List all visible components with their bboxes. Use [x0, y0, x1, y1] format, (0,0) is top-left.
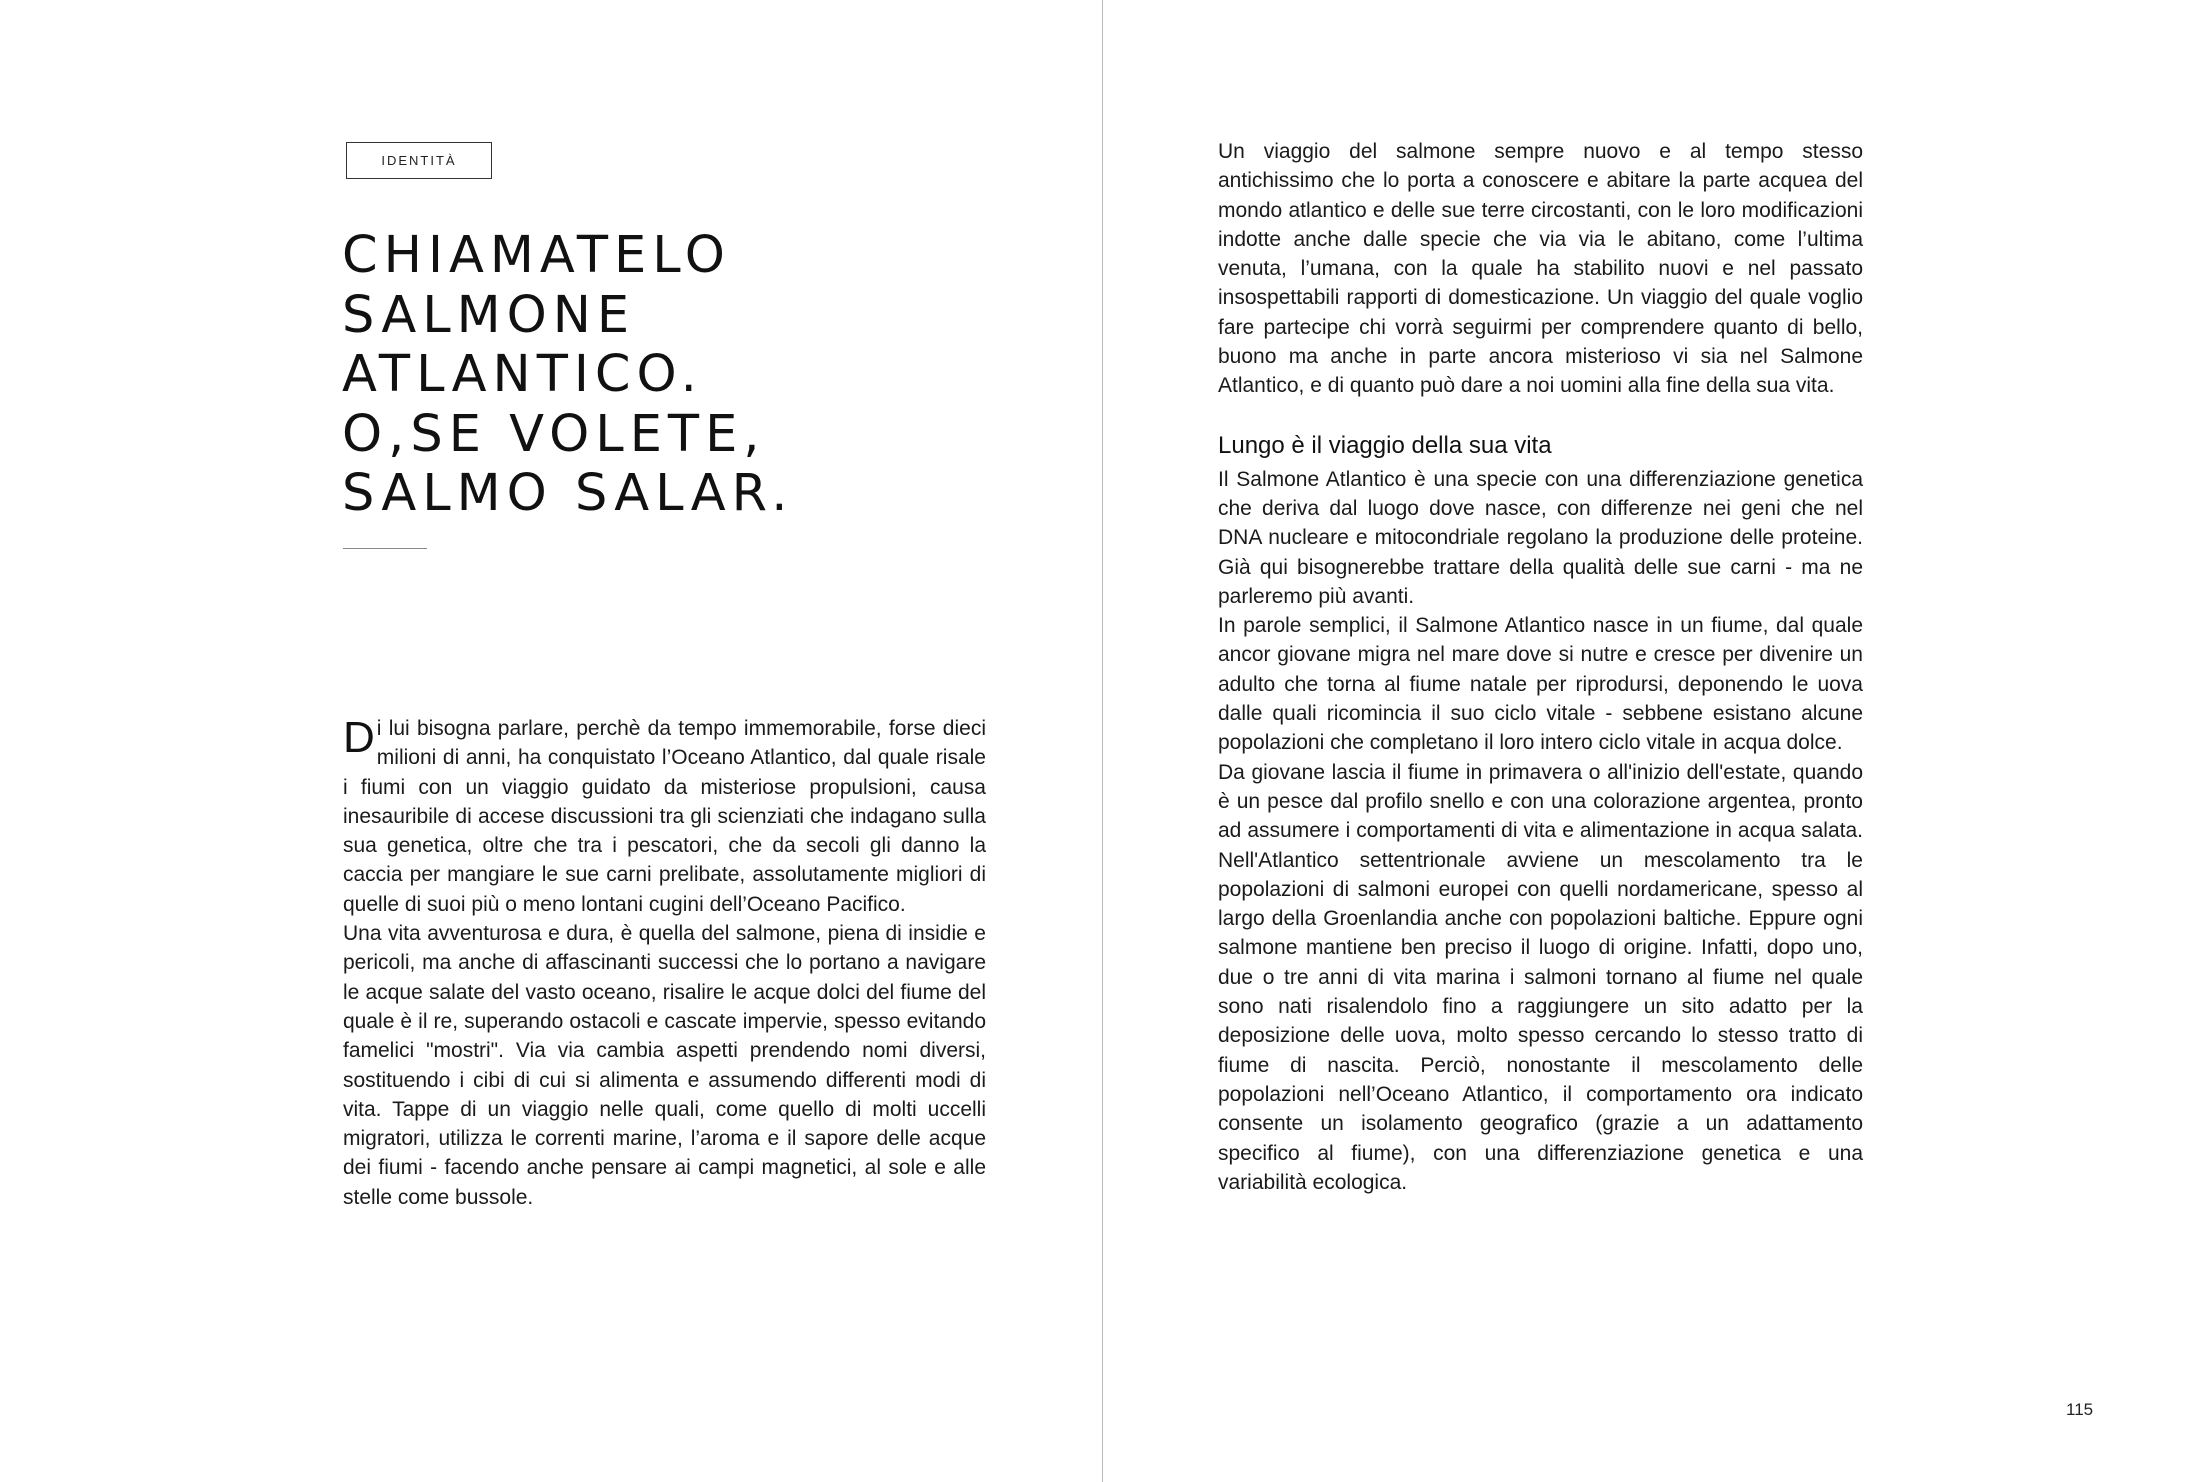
right-body-text — [1218, 137, 1863, 1197]
body-paragraph: Il Salmone Atlantico è una specie con una differenziazione genetica che deriva dal luogo dove nasce, con differenze nei geni che nel DNA nucleare e mitocondriale regolano la produzione delle proteine. Già qui bisognerebbe trattare della qualità delle sue carni - ma ne parleremo più avanti. — [1218, 467, 1863, 608]
body-paragraph: Da giovane lascia il fiume in primavera o all'inizio dell'estate, quando è un pesce dal profilo snello e con una colorazione argentea, pronto ad assumere i comportamenti di vita e alimentazione in acqua salata. Nell'Atlantico settentrionale avviene un mescolamento tra le popolazioni di salmoni europei con quelli nordamericane, spesso al largo della Groenlandia anche con popolazioni baltiche. Eppure ogni salmone mantiene ben preciso il luogo di origine. Infatti, dopo uno, due o tre anni di vita marina i salmoni tornano al fiume nel quale sono nati risalendolo fino a raggiungere un sito adatto per la deposizione delle uova, molto spesso cercando lo stesso tratto di fiume di nascita. Perciò, nonostante il mescolamento delle popolazioni nell’Oceano Atlantico, il comportamento ora indicato consente un isolamento geografico (grazie a un adattamento specifico al fiume), con una differenziazione genetica e una variabilità ecologica. — [1218, 760, 1863, 1194]
headline-line: ATLANTICO. — [342, 345, 703, 404]
drop-cap: D — [343, 713, 375, 762]
headline-line: O,SE VOLETE, — [342, 404, 766, 464]
headline-divider — [343, 548, 427, 549]
body-paragraph: Un viaggio del salmone sempre nuovo e al tempo stesso antichissimo che lo porta a conoscere e abitare la parte acquea del mondo atlantico e delle sue terre circostanti, con le loro modificazioni indotte anche dalle specie che via via le abitano, come l’ultima venuta, l’umana, con la quale ha stabilito nuovi e nel passato insospettabili rapporti di domesticazione. Un viaggio del quale voglio fare partecipe chi vorrà seguirmi per comprendere quanto di bello, buono ma anche in parte ancora misterioso vi sia nel Salmone Atlantico, e di quanto può dare a noi uomini alla fine della sua vita. — [1218, 140, 1863, 398]
body-paragraph: Una vita avventurosa e dura, è quella del salmone, piena di insidie e pericoli, ma anche di affascinanti successi che lo portano a navigare le acque salate del vasto oceano, risalire le acque dolci del fiume del quale è il re, superando ostacoli e cascate impervie, spesso evitando famelici "mostri". Via via cambia aspetti prendendo nomi diversi, sostituendo i cibi di cui si alimenta e assumendo differenti modi di vita. Tappe di un viaggio nelle quali, come quello di molti uccelli migratori, utilizza le correnti marine, l’aroma e il sapore delle acque dei fiumi - facendo anche pensare ai campi magnetici, al sole e alle stelle come bussole. — [343, 922, 986, 1209]
headline-line: SALMONE — [342, 285, 636, 345]
body-paragraph — [343, 714, 986, 919]
paragraph-text: i lui bisogna parlare, perchè da tempo immemorabile, forse dieci milioni di anni, ha conquistato l’Oceano Atlantico, dal quale risale i fiumi con un viaggio guidato da misteriose propulsioni, causa inesauribile di accese discussioni tra gli scienziati che indagano sulla sua genetica, oltre che tra i pescatori, che da secoli gli danno la caccia per mangiare le sue carni prelibate, assolutamente migliori di quelle di suoi più o meno lontani cugini dell’Oceano Pacifico. — [343, 717, 986, 916]
body-paragraph: In parole semplici, il Salmone Atlantico nasce in un fiume, dal quale ancor giovane migra nel mare dove si nutre e cresce per divenire un adulto che torna al fiume natale per riprodursi, deponendo le uova dalle quali ricomincia il suo ciclo vitale - sebbene esistano alcune popolazioni che completano il loro intero ciclo vitale in acqua dolce. — [1218, 614, 1863, 755]
headline-line: CHIAMATELO — [342, 226, 731, 285]
headline-line: SALMO SALAR. — [342, 464, 794, 523]
left-body-text — [343, 714, 986, 1212]
page-number: 115 — [2066, 1400, 2094, 1419]
section-tag: IDENTITÀ — [346, 142, 492, 179]
section-subheading: Lungo è il viaggio della sua vita — [1218, 431, 1552, 459]
chapter-headline — [342, 226, 794, 524]
